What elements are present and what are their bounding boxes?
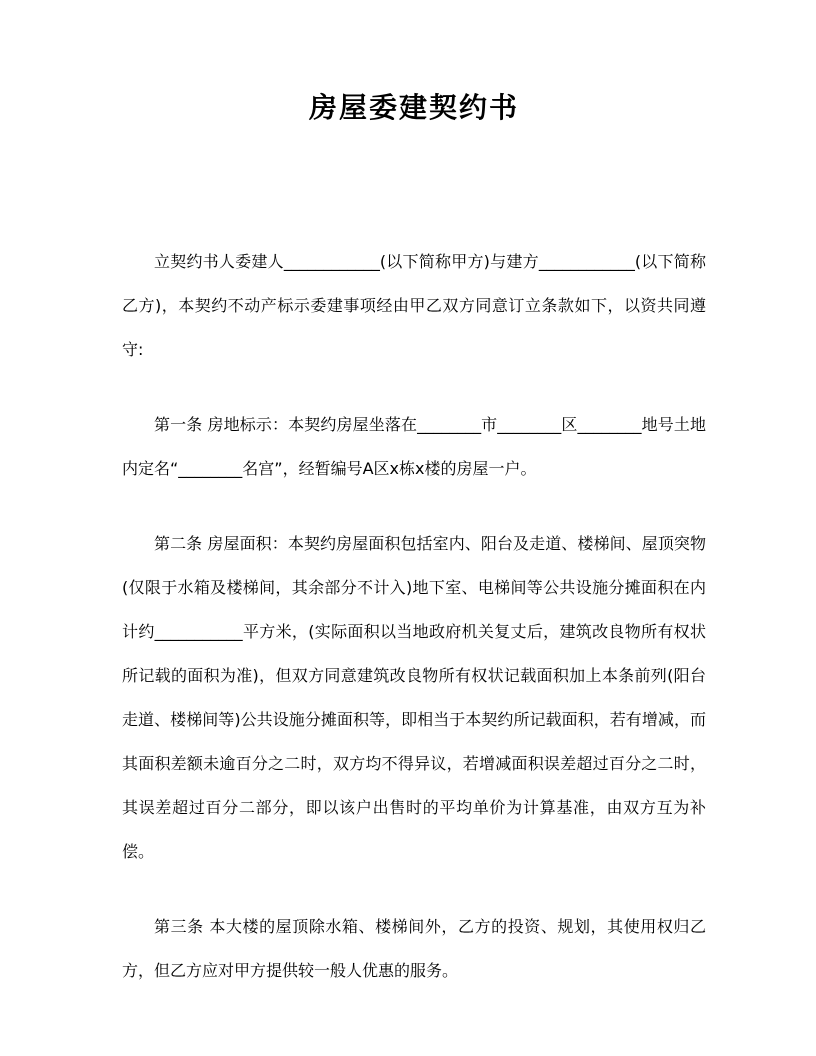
document-title: 房屋委建契约书 bbox=[308, 91, 519, 124]
paragraph-article-3: 第三条 本大楼的屋顶除水箱、楼梯间外，乙方的投资、规划，其使用权归乙方，但乙方应对甲方提供较一般人优惠的服务。 bbox=[122, 917, 706, 980]
document-body bbox=[122, 240, 706, 993]
paragraph-article-2: 第二条 房屋面积：本契约房屋面积包括室内、阳台及走道、楼梯间、屋顶突物(仅限于水箱及楼梯间，其余部分不计入)地下室、电梯间等公共设施分摊面积在内计约___________平方米，(实际面积以当地政府机关复丈后，建筑改良物所有权状所记载的面积为准)，但双方同意建筑改良物所有权状记载面积加上本条前列(阳台走道、楼梯间等)公共设施分摊面积等，即相当于本契约所记载面积，若有增减，而其面积差额未逾百分之二时，双方均不得异议，若增减面积误差超过百分之二时，其误差超过百分二部分，即以该户出售时的平均单价为计算基准，由双方互为补偿。 bbox=[122, 534, 706, 861]
paragraph-preamble: 立契约书人委建人____________(以下简称甲方)与建方____________(以下简称乙方)，本契约不动产标示委建事项经由甲乙双方同意订立条款如下，以资共同遵守: bbox=[122, 252, 706, 359]
paragraph-article-1: 第一条 房地标示：本契约房屋坐落在________市________区________地号土地内定名“________名宫”，经暂编号A区x栋x楼的房屋一户。 bbox=[122, 415, 706, 478]
